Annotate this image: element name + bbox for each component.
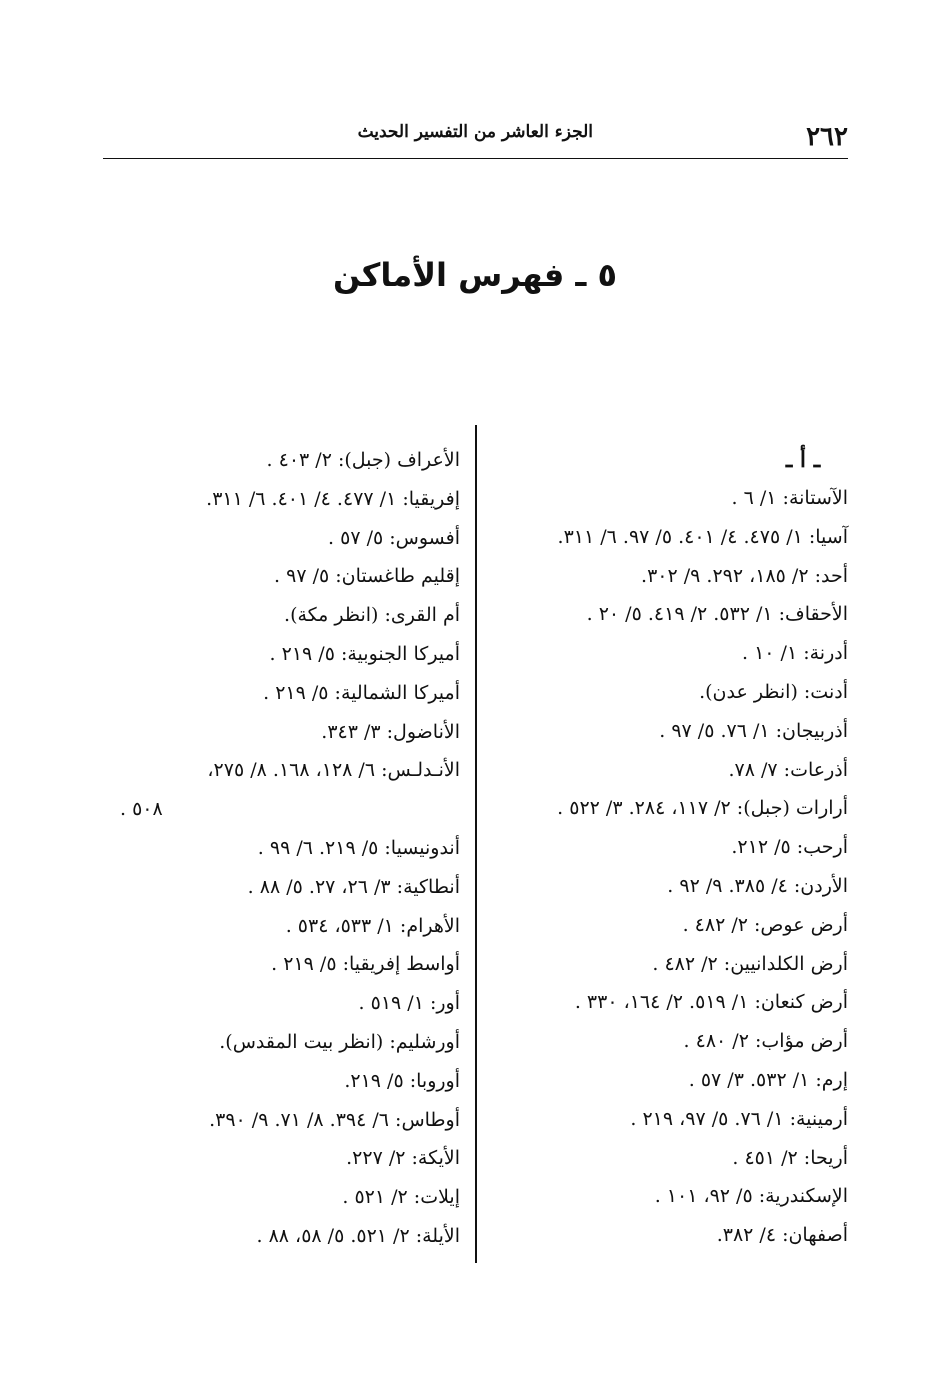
index-entry: أدنت: (انظر عدن).: [699, 680, 848, 703]
index-entry: الأردن: ٤/ ٣٨٥. ٩/ ٩٢ .: [667, 874, 848, 897]
index-entry: أذربيجان: ١/ ٧٦. ٥/ ٩٧ .: [659, 719, 848, 742]
running-header: [103, 118, 848, 159]
index-entry: أفسوس: ٥/ ٥٧ .: [328, 526, 460, 549]
index-entry: أندونيسيا: ٥/ ٢١٩. ٦/ ٩٩ .: [257, 836, 460, 859]
index-entry: أرحب: ٥/ ٢١٢.: [731, 836, 848, 859]
index-entry: إقليم طاغستان: ٥/ ٩٧ .: [274, 565, 460, 588]
index-entry: أرارات (جبل): ٢/ ١١٧، ٢٨٤. ٣/ ٥٢٢ .: [557, 797, 848, 820]
index-entry: أوطاس: ٦/ ٣٩٤. ٨/ ٧١. ٩/ ٣٩٠.: [209, 1108, 460, 1131]
index-entry: الأعراف (جبل): ٢/ ٤٠٣ .: [266, 449, 460, 471]
index-column-left: [100, 441, 460, 1256]
index-entry: أم القرى: (انظر مكة).: [284, 604, 460, 627]
header-title: الجزء العاشر من التفسير الحديث: [357, 122, 593, 142]
index-entry: أميركا الجنوبية: ٥/ ٢١٩ .: [269, 642, 460, 665]
index-entry-continuation: ٥٠٨ .: [120, 798, 163, 821]
index-entry: أور: ١/ ٥١٩ .: [358, 992, 460, 1015]
index-entry: أرمينية: ١/ ٧٦. ٥/ ٩٧، ٢١٩ .: [630, 1107, 848, 1130]
index-entry: أريحا: ٢/ ٤٥١ .: [732, 1146, 848, 1169]
index-entry: الأهرام: ١/ ٥٣٣، ٥٣٤ .: [285, 914, 460, 937]
index-entry: أورشليم: (انظر بيت المقدس).: [219, 1030, 460, 1053]
index-entry: الأنـدلـس: ٦/ ١٢٨، ١٦٨. ٨/ ٢٧٥،: [207, 759, 460, 782]
index-entry: إرم: ١/ ٥٣٢. ٣/ ٥٧ .: [688, 1068, 848, 1091]
index-entry: أميركا الشمالية: ٥/ ٢١٩ .: [263, 681, 460, 704]
index-entry: الأيكة: ٢/ ٢٢٧.: [346, 1147, 460, 1170]
index-entry: الإسكندرية: ٥/ ٩٢، ١٠١ .: [654, 1185, 848, 1208]
section-title: ٥ ـ فهرس الأماكن: [332, 256, 618, 294]
index-column-right: [493, 441, 848, 1255]
index-entry: الأناضول: ٣/ ٣٤٣.: [321, 720, 460, 743]
column-divider: [475, 425, 477, 1263]
index-entry: أرض عوص: ٢/ ٤٨٢ .: [682, 913, 848, 936]
page-number: ٢٦٢: [806, 122, 848, 152]
index-entry: الآستانة: ١/ ٦ .: [731, 487, 848, 509]
index-entry: أواسط إفريقيا: ٥/ ٢١٩ .: [271, 953, 460, 976]
index-entry: إفريقيا: ١/ ٤٧٧. ٤/ ٤٠١. ٦/ ٣١١.: [206, 487, 460, 510]
index-entry: أوروبا: ٥/ ٢١٩.: [344, 1069, 460, 1092]
index-entry: أرض الكلدانيين: ٢/ ٤٨٢ .: [652, 952, 848, 975]
index-entry: أرض كنعان: ١/ ٥١٩. ٢/ ١٦٤، ٣٣٠ .: [574, 991, 848, 1014]
index-entry: أنطاكية: ٣/ ٢٦، ٢٧. ٥/ ٨٨ .: [247, 875, 460, 898]
index-entry: أرض مؤاب: ٢/ ٤٨٠ .: [683, 1030, 848, 1053]
index-entry: أدرنة: ١/ ١٠ .: [741, 642, 848, 665]
index-entry: آسيا: ١/ ٤٧٥. ٤/ ٤٠١. ٥/ ٩٧. ٦/ ٣١١.: [557, 525, 848, 548]
index-entry: الأحقاف: ١/ ٥٣٢. ٢/ ٤١٩. ٥/ ٢٠ .: [586, 603, 848, 626]
index-entry: أصفهان: ٤/ ٣٨٢.: [716, 1224, 848, 1247]
index-entry: إيلات: ٢/ ٥٢١ .: [342, 1186, 460, 1209]
index-entry: أذرعات: ٧/ ٧٨.: [728, 758, 848, 781]
letter-heading: ـ أ ـ: [785, 447, 821, 473]
index-entry: الأيلة: ٢/ ٥٢١. ٥/ ٥٨، ٨٨ .: [256, 1224, 460, 1247]
index-entry: أحد: ٢/ ١٨٥، ٢٩٢. ٩/ ٣٠٢.: [641, 564, 848, 587]
